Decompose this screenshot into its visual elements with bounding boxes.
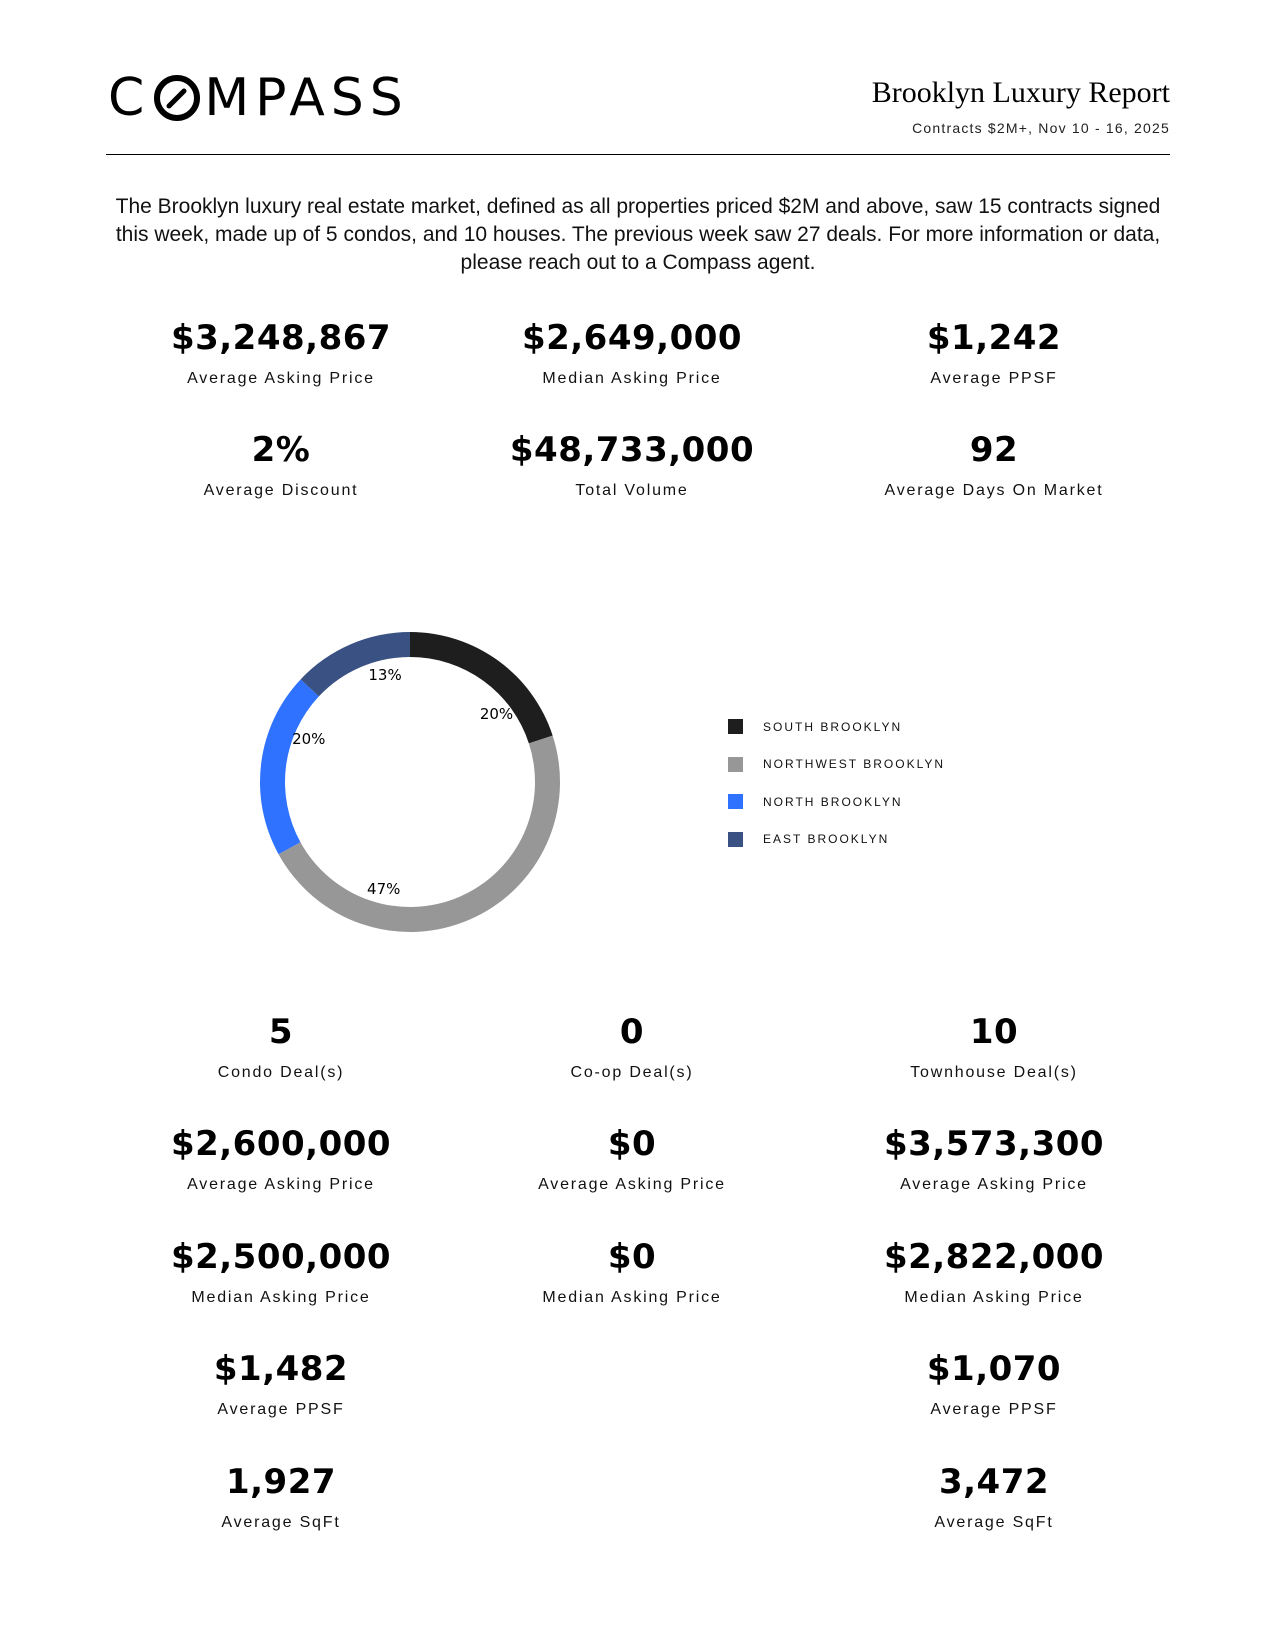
- stat-label: Condo Deal(s): [217, 1064, 345, 1081]
- townhouse-average-asking-price: [834, 1124, 1154, 1194]
- stat-value: $2,500,000: [170, 1237, 392, 1277]
- stat-value: 5: [268, 1012, 294, 1052]
- legend-item: [728, 821, 945, 859]
- coop-median-asking-price: [472, 1237, 792, 1307]
- townhouse-median-asking-price: [834, 1237, 1154, 1307]
- stat-value: 2%: [251, 430, 311, 470]
- donut-slice-label: 47%: [367, 879, 401, 898]
- donut-slice-south-brooklyn: [410, 632, 553, 743]
- legend-item: [728, 746, 945, 784]
- condo-deals: [121, 1012, 441, 1082]
- stat-value: $2,600,000: [170, 1124, 392, 1164]
- donut-slice-east-brooklyn: [301, 632, 410, 696]
- stat-value: $0: [607, 1124, 657, 1164]
- legend-label: SOUTH BROOKLYN: [763, 719, 903, 734]
- compass-o-icon: [153, 74, 201, 122]
- compass-logo: [108, 68, 409, 128]
- chart-legend: [728, 708, 945, 858]
- stat-label: Average Asking Price: [538, 1176, 726, 1193]
- stat-value: 0: [619, 1012, 645, 1052]
- stat-label: Co-op Deal(s): [570, 1064, 694, 1081]
- coop-average-asking-price: [472, 1124, 792, 1194]
- donut-slice-label: 13%: [368, 665, 402, 684]
- report-title: Brooklyn Luxury Report: [871, 76, 1170, 109]
- stat-average-asking-price: [121, 318, 441, 388]
- stat-value: $2,822,000: [883, 1237, 1105, 1277]
- stat-label: Average Asking Price: [187, 1176, 375, 1193]
- stat-value: $0: [607, 1237, 657, 1277]
- condo-median-asking-price: [121, 1237, 441, 1307]
- legend-label: EAST BROOKLYN: [763, 832, 890, 847]
- stat-average-days-on-market: [834, 430, 1154, 500]
- legend-swatch: [728, 719, 743, 734]
- stat-label: Average PPSF: [217, 1401, 345, 1418]
- stat-value: $3,573,300: [883, 1124, 1105, 1164]
- logo-text-left: C: [108, 68, 151, 128]
- legend-swatch: [728, 757, 743, 772]
- stat-value: 1,927: [225, 1462, 337, 1502]
- intro-paragraph: The Brooklyn luxury real estate market, defined as all properties priced $2M and above, saw 15 contracts signed this week, made up of 5 condos, and 10 houses. The previous week saw 27 deals. For more information or data, please reach out to a Compass agent.: [115, 195, 1161, 274]
- stat-label: Average Asking Price: [900, 1176, 1088, 1193]
- stat-label: Median Asking Price: [542, 370, 722, 387]
- stat-value: $2,649,000: [521, 318, 743, 358]
- report-subtitle: Contracts $2M+, Nov 10 - 16, 2025: [912, 120, 1170, 136]
- legend-swatch: [728, 832, 743, 847]
- stat-label: Median Asking Price: [191, 1289, 371, 1306]
- stat-label: Average Days On Market: [884, 482, 1104, 499]
- donut-slice-label: 20%: [479, 705, 514, 724]
- donut-slice-label: 20%: [292, 729, 326, 748]
- stat-value: $1,242: [926, 318, 1062, 358]
- logo-text-right: MPASS: [204, 68, 409, 128]
- stat-label: Average PPSF: [930, 370, 1058, 387]
- stat-label: Average SqFt: [934, 1514, 1054, 1531]
- stat-label: Average Asking Price: [187, 370, 375, 387]
- legend-item: [728, 708, 945, 746]
- stat-value: 92: [969, 430, 1019, 470]
- townhouse-average-ppsf: [834, 1349, 1154, 1419]
- condo-average-sqft: [121, 1462, 441, 1532]
- stat-total-volume: [472, 430, 792, 500]
- stat-value: $1,482: [213, 1349, 349, 1389]
- stat-label: Average SqFt: [221, 1514, 341, 1531]
- legend-swatch: [728, 794, 743, 809]
- townhouse-deals: [834, 1012, 1154, 1082]
- legend-item: [728, 783, 945, 821]
- legend-label: NORTHWEST BROOKLYN: [763, 757, 946, 772]
- stat-label: Median Asking Price: [542, 1289, 722, 1306]
- donut-slice-north-brooklyn: [260, 679, 319, 854]
- townhouse-average-sqft: [834, 1462, 1154, 1532]
- stat-label: Average PPSF: [930, 1401, 1058, 1418]
- stat-value: $1,070: [926, 1349, 1062, 1389]
- report-header: [872, 76, 1170, 136]
- stat-value: $48,733,000: [509, 430, 755, 470]
- stat-label: Townhouse Deal(s): [910, 1064, 1078, 1081]
- condo-average-ppsf: [121, 1349, 441, 1419]
- stat-value: 3,472: [938, 1462, 1050, 1502]
- stat-label: Average Discount: [203, 482, 359, 499]
- stat-value: $3,248,867: [170, 318, 392, 358]
- stat-label: Median Asking Price: [904, 1289, 1084, 1306]
- stat-label: Total Volume: [575, 482, 689, 499]
- condo-average-asking-price: [121, 1124, 441, 1194]
- stat-average-discount: [121, 430, 441, 500]
- header-divider: [106, 154, 1170, 155]
- stat-average-ppsf: [834, 318, 1154, 388]
- region-donut-chart: [250, 622, 570, 942]
- donut-slice-northwest-brooklyn: [279, 736, 560, 932]
- legend-label: NORTH BROOKLYN: [763, 794, 903, 809]
- stat-value: 10: [969, 1012, 1019, 1052]
- coop-deals: [472, 1012, 792, 1082]
- stat-median-asking-price: [472, 318, 792, 388]
